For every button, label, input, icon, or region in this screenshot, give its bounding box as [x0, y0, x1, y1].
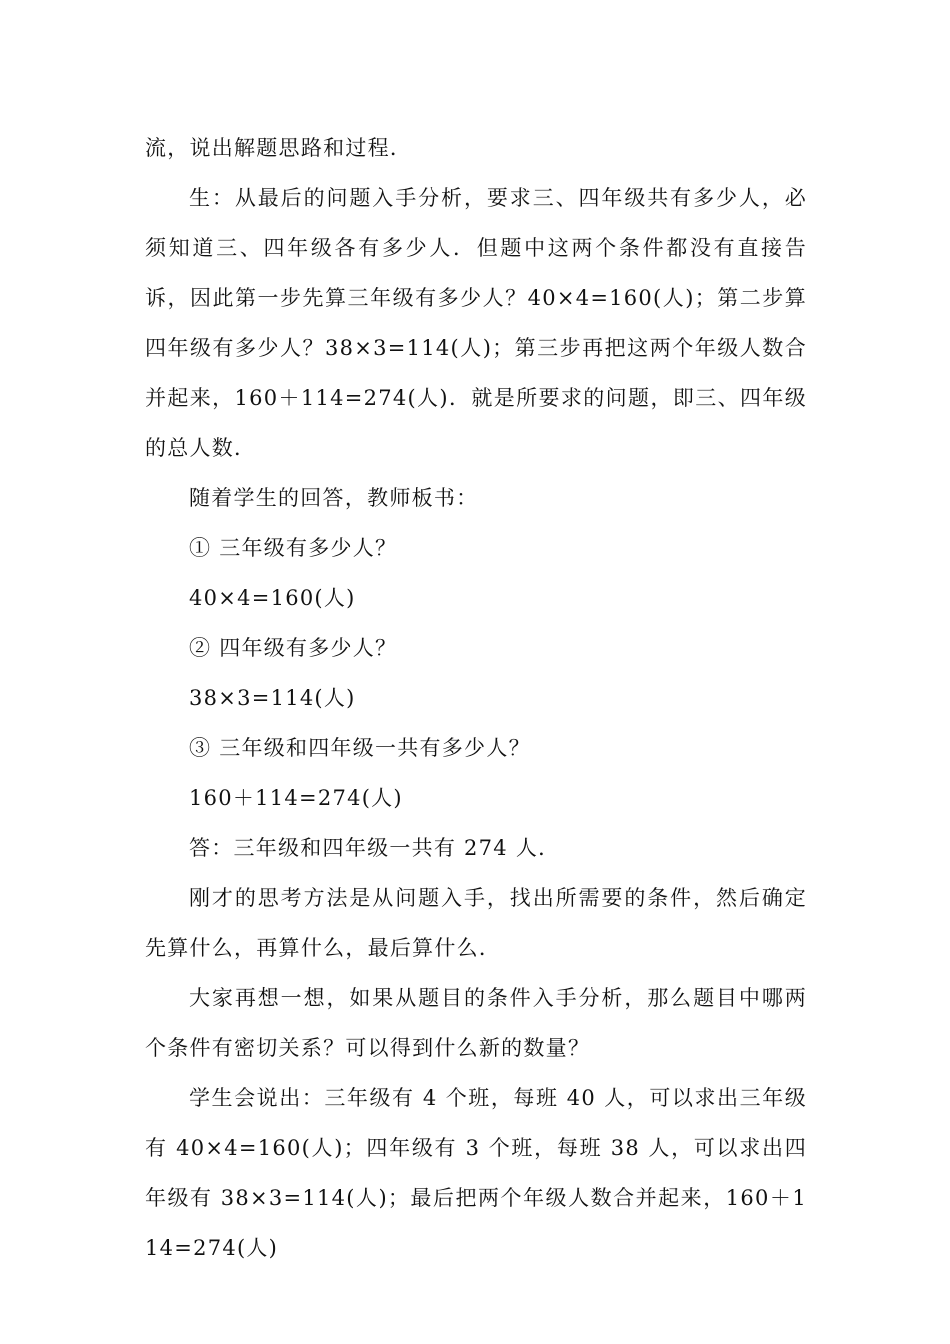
paragraph-method-summary: 刚才的思考方法是从问题入手，找出所需要的条件，然后确定先算什么，再算什么，最后算什么． — [145, 886, 807, 960]
paragraph-answer: 答：三年级和四年级一共有 274 人． — [189, 836, 561, 860]
paragraph-teacher-board: 随着学生的回答，教师板书： — [189, 486, 479, 510]
paragraph-student-answer: 生：从最后的问题入手分析，要求三、四年级共有多少人，必须知道三、四年级各有多少人．但题中这两个条件都没有直接告诉，因此第一步先算三年级有多少人？40×4=160(人)；第二步算四年级有多少人？38×3=114(人)；第三步再把这两个年级人数合并起来，160＋114=274(人)．就是所要求的问题，即三、四年级的总人数． — [145, 186, 807, 460]
board-step-1-formula: 40×4=160(人) — [189, 586, 356, 610]
board-step-2-question: ② 四年级有多少人？ — [189, 636, 398, 660]
board-step-1-question: ① 三年级有多少人？ — [189, 536, 398, 560]
paragraph-continuation: 流，说出解题思路和过程． — [145, 136, 413, 160]
board-step-2-formula: 38×3=114(人) — [189, 686, 356, 710]
board-step-3-question: ③ 三年级和四年级一共有多少人？ — [189, 736, 531, 760]
paragraph-think-again: 大家再想一想，如果从题目的条件入手分析，那么题目中哪两个条件有密切关系？可以得到什么新的数量？ — [145, 986, 807, 1060]
board-step-3-formula: 160＋114=274(人) — [189, 786, 403, 810]
document-body — [145, 123, 807, 1273]
paragraph-student-conclusion: 学生会说出：三年级有 4 个班，每班 40 人，可以求出三年级有 40×4=160(人)；四年级有 3 个班，每班 38 人，可以求出四年级有 38×3=114(人)；最后把两个年级人数合并起来，160＋114=274(人) — [145, 1086, 807, 1260]
